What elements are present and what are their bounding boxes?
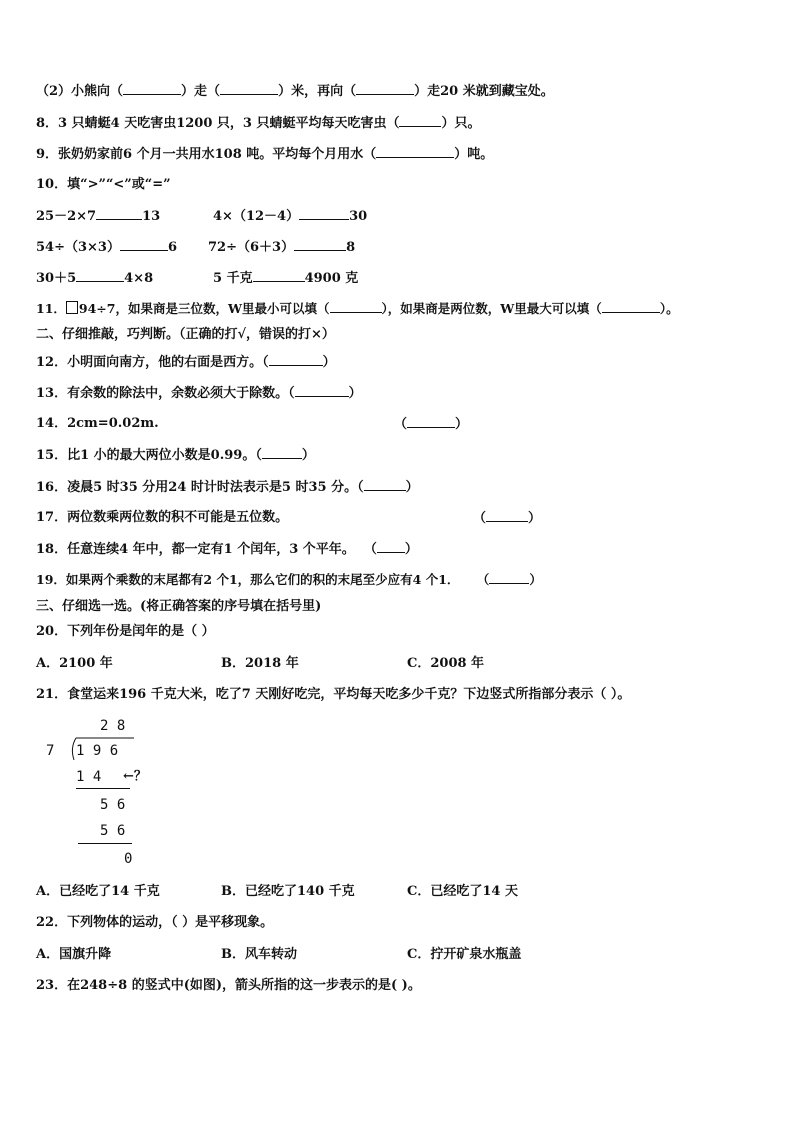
q10-r1-a	[36, 207, 160, 226]
answer-blank[interactable]	[299, 207, 349, 220]
answer-blank[interactable]	[377, 540, 405, 553]
ld-final-remainder: 0	[124, 851, 133, 867]
q9-text-1: 9．张奶奶家前6 个月一共用水108 吨。平均每个月用水（	[36, 147, 377, 162]
question-18	[36, 540, 418, 559]
answer-blank[interactable]	[602, 300, 660, 313]
question-15	[36, 446, 315, 465]
q8-text-1: 8．3 只蜻蜓4 天吃害虫1200 只，3 只蜻蜓平均每天吃害虫（	[36, 116, 400, 131]
q11-text-1: 94÷7，如果商是三位数，W里最小可以填（	[78, 301, 330, 316]
q14-text: 14．2cm=0.02m.	[36, 416, 159, 431]
q10-r2-c	[208, 238, 355, 257]
q11-number: 11．	[36, 301, 66, 316]
answer-blank[interactable]	[364, 478, 406, 491]
q21-option-b[interactable]: B．已经吃了140 千克	[221, 884, 355, 899]
q20-option-c[interactable]: C．2008 年	[407, 656, 485, 671]
q10-r2-c-text: 72÷（6＋3）	[208, 240, 295, 255]
q17-text: 17．两位数乘两位数的积不可能是五位数。	[36, 510, 289, 525]
q21-option-c[interactable]: C．已经吃了14 天	[407, 884, 518, 899]
question-23-stem: 23．在248÷8 的竖式中(如图)，箭头所指的这一步表示的是( )。	[36, 978, 421, 993]
ld-remainder-1: 5 6	[100, 797, 126, 813]
question-22-stem: 22．下列物体的运动，（ ）是平移现象。	[36, 915, 274, 930]
answer-blank[interactable]	[269, 353, 323, 366]
question-8	[36, 114, 480, 133]
answer-blank[interactable]	[253, 269, 305, 282]
q10-r1-d-text: 30	[349, 209, 368, 224]
answer-blank[interactable]	[295, 384, 349, 397]
q10-r3-c	[213, 269, 358, 288]
ld-line-2	[78, 843, 132, 844]
q7-2-text-1: （2）小熊向（	[36, 84, 124, 99]
q18-close: ）	[404, 542, 418, 557]
q12-text: 12．小明面向南方，他的右面是西方。（	[36, 355, 269, 370]
q20-option-b[interactable]: B．2018 年	[221, 656, 299, 671]
section-3-heading: 三、仔细选一选。(将正确答案的序号填在括号里)	[36, 599, 322, 614]
q11-text-3: ）。	[659, 301, 679, 316]
q17-close: ）	[528, 511, 542, 526]
ld-step-1: 1 4	[76, 769, 102, 785]
ld-quotient: 2 8	[100, 718, 126, 734]
q16-text: 16．凌晨5 时35 分用24 时计时法表示是5 时35 分。（	[36, 480, 364, 495]
q7-2-text-4: ）走20 米就到藏宝处。	[414, 84, 554, 99]
question-16	[36, 478, 419, 497]
q10-r1-c	[213, 207, 367, 226]
q20-option-a[interactable]: A．2100 年	[36, 656, 113, 671]
answer-blank[interactable]	[489, 571, 529, 584]
ld-step-2: 5 6	[100, 823, 126, 839]
question-10-title: 10．填“>”“<”或“=”	[36, 177, 171, 192]
q13-close: ）	[348, 386, 362, 401]
q10-r2-d-text: 8	[346, 240, 356, 255]
question-20-stem: 20．下列年份是闰年的是（ ）	[36, 624, 215, 639]
answer-blank[interactable]	[407, 415, 455, 428]
q10-r1-a-text: 25－2×7	[36, 209, 97, 224]
q19-close: ）	[529, 572, 542, 587]
section-2-heading: 二、仔细推敲，巧判断。（正确的打√，错误的打×）	[36, 327, 335, 342]
q22-option-c[interactable]: C．拧开矿泉水瓶盖	[407, 947, 522, 962]
q15-close: ）	[301, 448, 315, 463]
ld-divisor: 7	[46, 743, 55, 759]
answer-blank[interactable]	[123, 82, 181, 95]
question-21-stem: 21．食堂运来196 千克大米，吃了7 天刚好吃完，平均每天吃多少千克？下边竖式所指部分表示（ ）。	[36, 687, 631, 702]
question-19	[36, 571, 542, 589]
answer-blank[interactable]	[262, 446, 302, 459]
answer-blank[interactable]	[330, 300, 382, 313]
ld-arrow-question: ←？	[123, 769, 147, 784]
q22-option-b[interactable]: B．风车转动	[221, 947, 297, 962]
ld-dividend: 1 9 6	[76, 743, 119, 759]
q19-text: 19．如果两个乘数的末尾都有2 个1，那么它们的积的末尾至少应有4 个1． （	[36, 572, 490, 587]
ld-line-1	[76, 788, 130, 789]
question-17	[36, 509, 288, 527]
question-14	[36, 415, 159, 433]
question-9	[36, 145, 493, 164]
q10-r2-a-text: 54÷（3×3）	[36, 240, 120, 255]
square-box-icon	[66, 301, 78, 314]
q21-option-a[interactable]: A．已经吃了14 千克	[36, 884, 160, 899]
q14-answer	[394, 415, 468, 434]
q15-text: 15．比1 小的最大两位小数是0.99。（	[36, 448, 262, 463]
q16-close: ）	[405, 480, 419, 495]
answer-blank[interactable]	[376, 145, 454, 158]
answer-blank[interactable]	[356, 82, 414, 95]
q10-r3-d-text: 4900 克	[304, 271, 359, 286]
answer-blank[interactable]	[486, 509, 528, 522]
q14-close: ）	[455, 417, 469, 432]
q10-r3-a	[36, 269, 153, 288]
answer-blank[interactable]	[220, 82, 278, 95]
q10-r2-b-text: 6	[167, 240, 178, 255]
q10-r2-a	[36, 238, 177, 257]
q17-answer	[473, 509, 541, 528]
answer-blank[interactable]	[96, 207, 142, 220]
q10-r3-a-text: 30＋5	[36, 271, 77, 286]
q7-2-text-2: ）走（	[181, 84, 221, 99]
q14-open: （	[394, 417, 408, 432]
q10-r1-b-text: 13	[142, 209, 161, 224]
question-12	[36, 353, 336, 372]
question-13	[36, 384, 362, 403]
q12-close: ）	[322, 355, 336, 370]
q13-text: 13．有余数的除法中，余数必须大于除数。（	[36, 386, 295, 401]
question-7-2	[36, 82, 554, 101]
answer-blank[interactable]	[294, 238, 346, 251]
q8-text-2: ）只。	[441, 116, 481, 131]
q11-text-2: ），如果商是两位数，W里最大可以填（	[381, 301, 602, 316]
answer-blank[interactable]	[399, 114, 441, 127]
q18-text: 18．任意连续4 年中，都一定有1 个闰年，3 个平年。 （	[36, 542, 377, 557]
answer-blank[interactable]	[76, 269, 124, 282]
q9-text-2: ）吨。	[454, 147, 494, 162]
q7-2-text-3: ）米，再向（	[278, 84, 357, 99]
q10-r3-b-text: 4×8	[124, 271, 154, 286]
answer-blank[interactable]	[120, 238, 168, 251]
q17-open: （	[473, 511, 487, 526]
q22-option-a[interactable]: A．国旗升降	[36, 947, 112, 962]
q10-r1-c-text: 4×（12－4）	[213, 209, 300, 224]
question-11	[36, 300, 679, 318]
q10-r3-c-text: 5 千克	[213, 271, 253, 286]
